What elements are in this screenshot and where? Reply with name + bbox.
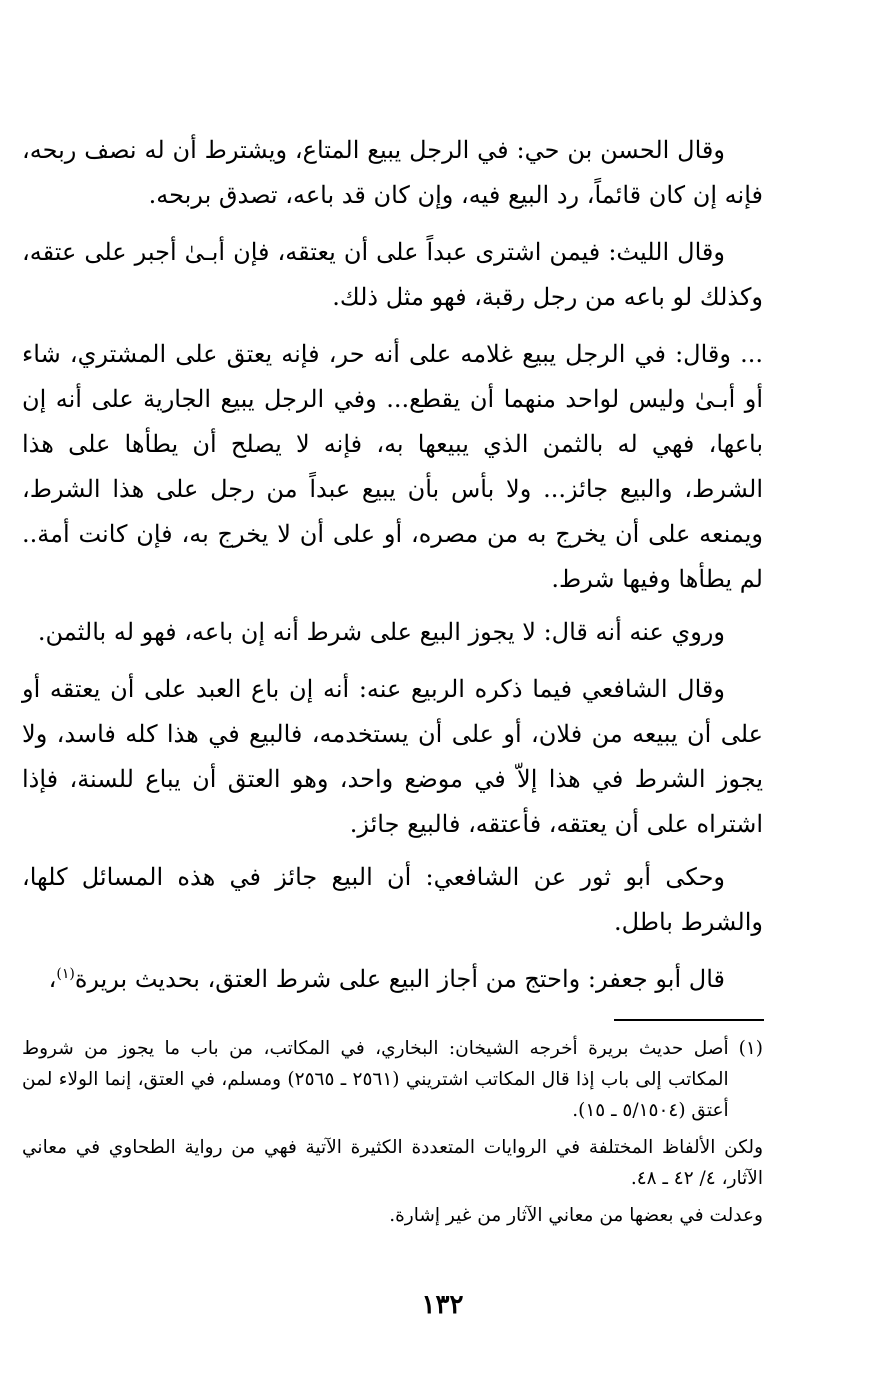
footnote-separator <box>614 1019 764 1021</box>
footnote-number: (١) <box>738 1038 763 1059</box>
paragraph-abu-jafar-end: ، <box>48 965 57 993</box>
paragraph-shafii: وقال الشافعي فيما ذكره الربيع عنه: أنه إن باع العبد على أن يعتقه أو على أن يبيعه من فلان، أو على أن يستخدمه، فالبيع في هذا كله فاسد، ولا يجوز الشرط في هذا إلاّ في موضع واحد، وهو العتق أن يباع للسنة، فإذا اشتراه على أن يعتقه، فأعتقه، فالبيع جائز. <box>22 675 763 838</box>
paragraph-abu-jafar-text: قال أبو جعفر: واحتج من أجاز البيع على شرط العتق، بحديث بريرة <box>74 965 725 993</box>
footnote-item <box>22 1033 763 1126</box>
paragraph-hasan: وقال الحسن بن حي: في الرجل يبيع المتاع، ويشترط أن له نصف ربحه، فإنه إن كان قائماً، رد البيع فيه، وإن كان قد باعه، تصدق بربحه. <box>22 136 763 209</box>
paragraph-abu-jafar <box>22 957 763 1002</box>
paragraph-abu-thawr: وحكى أبو ثور عن الشافعي: أن البيع جائز في هذه المسائل كلها، والشرط باطل. <box>22 863 763 936</box>
footnote-reference[interactable]: (١) <box>56 966 75 982</box>
paragraph-layth: وقال الليث: فيمن اشترى عبداً على أن يعتقه، فإن أبـىٰ أجبر على عتقه، وكذلك لو باعه من رجل رقبة، فهو مثل ذلك. <box>22 238 763 311</box>
footnote-text: أصل حديث بريرة أخرجه الشيخان: البخاري، في المكاتب، من باب ما يجوز من شروط المكاتب إلى باب إذا قال المكاتب اشتريني (٢٥٦١ ـ ٢٥٦٥) ومسلم، في العتق، إنما الولاء لمن أعتق (٥/١٥٠٤ ـ ١٥). <box>22 1038 729 1121</box>
footnote-continuation: وعدلت في بعضها من معاني الآثار من غير إشارة. <box>389 1205 763 1226</box>
footnote-continuation: ولكن الألفاظ المختلفة في الروايات المتعددة الكثيرة الآتية فهي من رواية الطحاوي في معاني الآثار، ٤/ ٤٢ ـ ٤٨. <box>22 1137 763 1189</box>
main-text <box>22 128 763 1014</box>
footnotes <box>22 1033 763 1237</box>
paragraph-narration: وروي عنه أنه قال: لا يجوز البيع على شرط أنه إن باعه، فهو له بالثمن. <box>37 618 725 646</box>
paragraph-layth-continued: ... وقال: في الرجل يبيع غلامه على أنه حر، فإنه يعتق على المشتري، شاء أو أبـىٰ وليس لواحد منهما أن يقطع... وفي الرجل يبيع الجارية على أنه إن باعها، فهي له بالثمن الذي يبيعها به، فإنه لا يصلح أن يطأها على هذا الشرط، والبيع جائز... ولا بأس بأن يبيع عبداً من رجل على هذا الشرط، ويمنعه على أن يخرج به من مصره، أو على أن لا يخرج به، فإن كانت أمة.. لم يطأها وفيها شرط. <box>22 340 763 593</box>
page-number: ١٣٢ <box>421 1290 464 1320</box>
